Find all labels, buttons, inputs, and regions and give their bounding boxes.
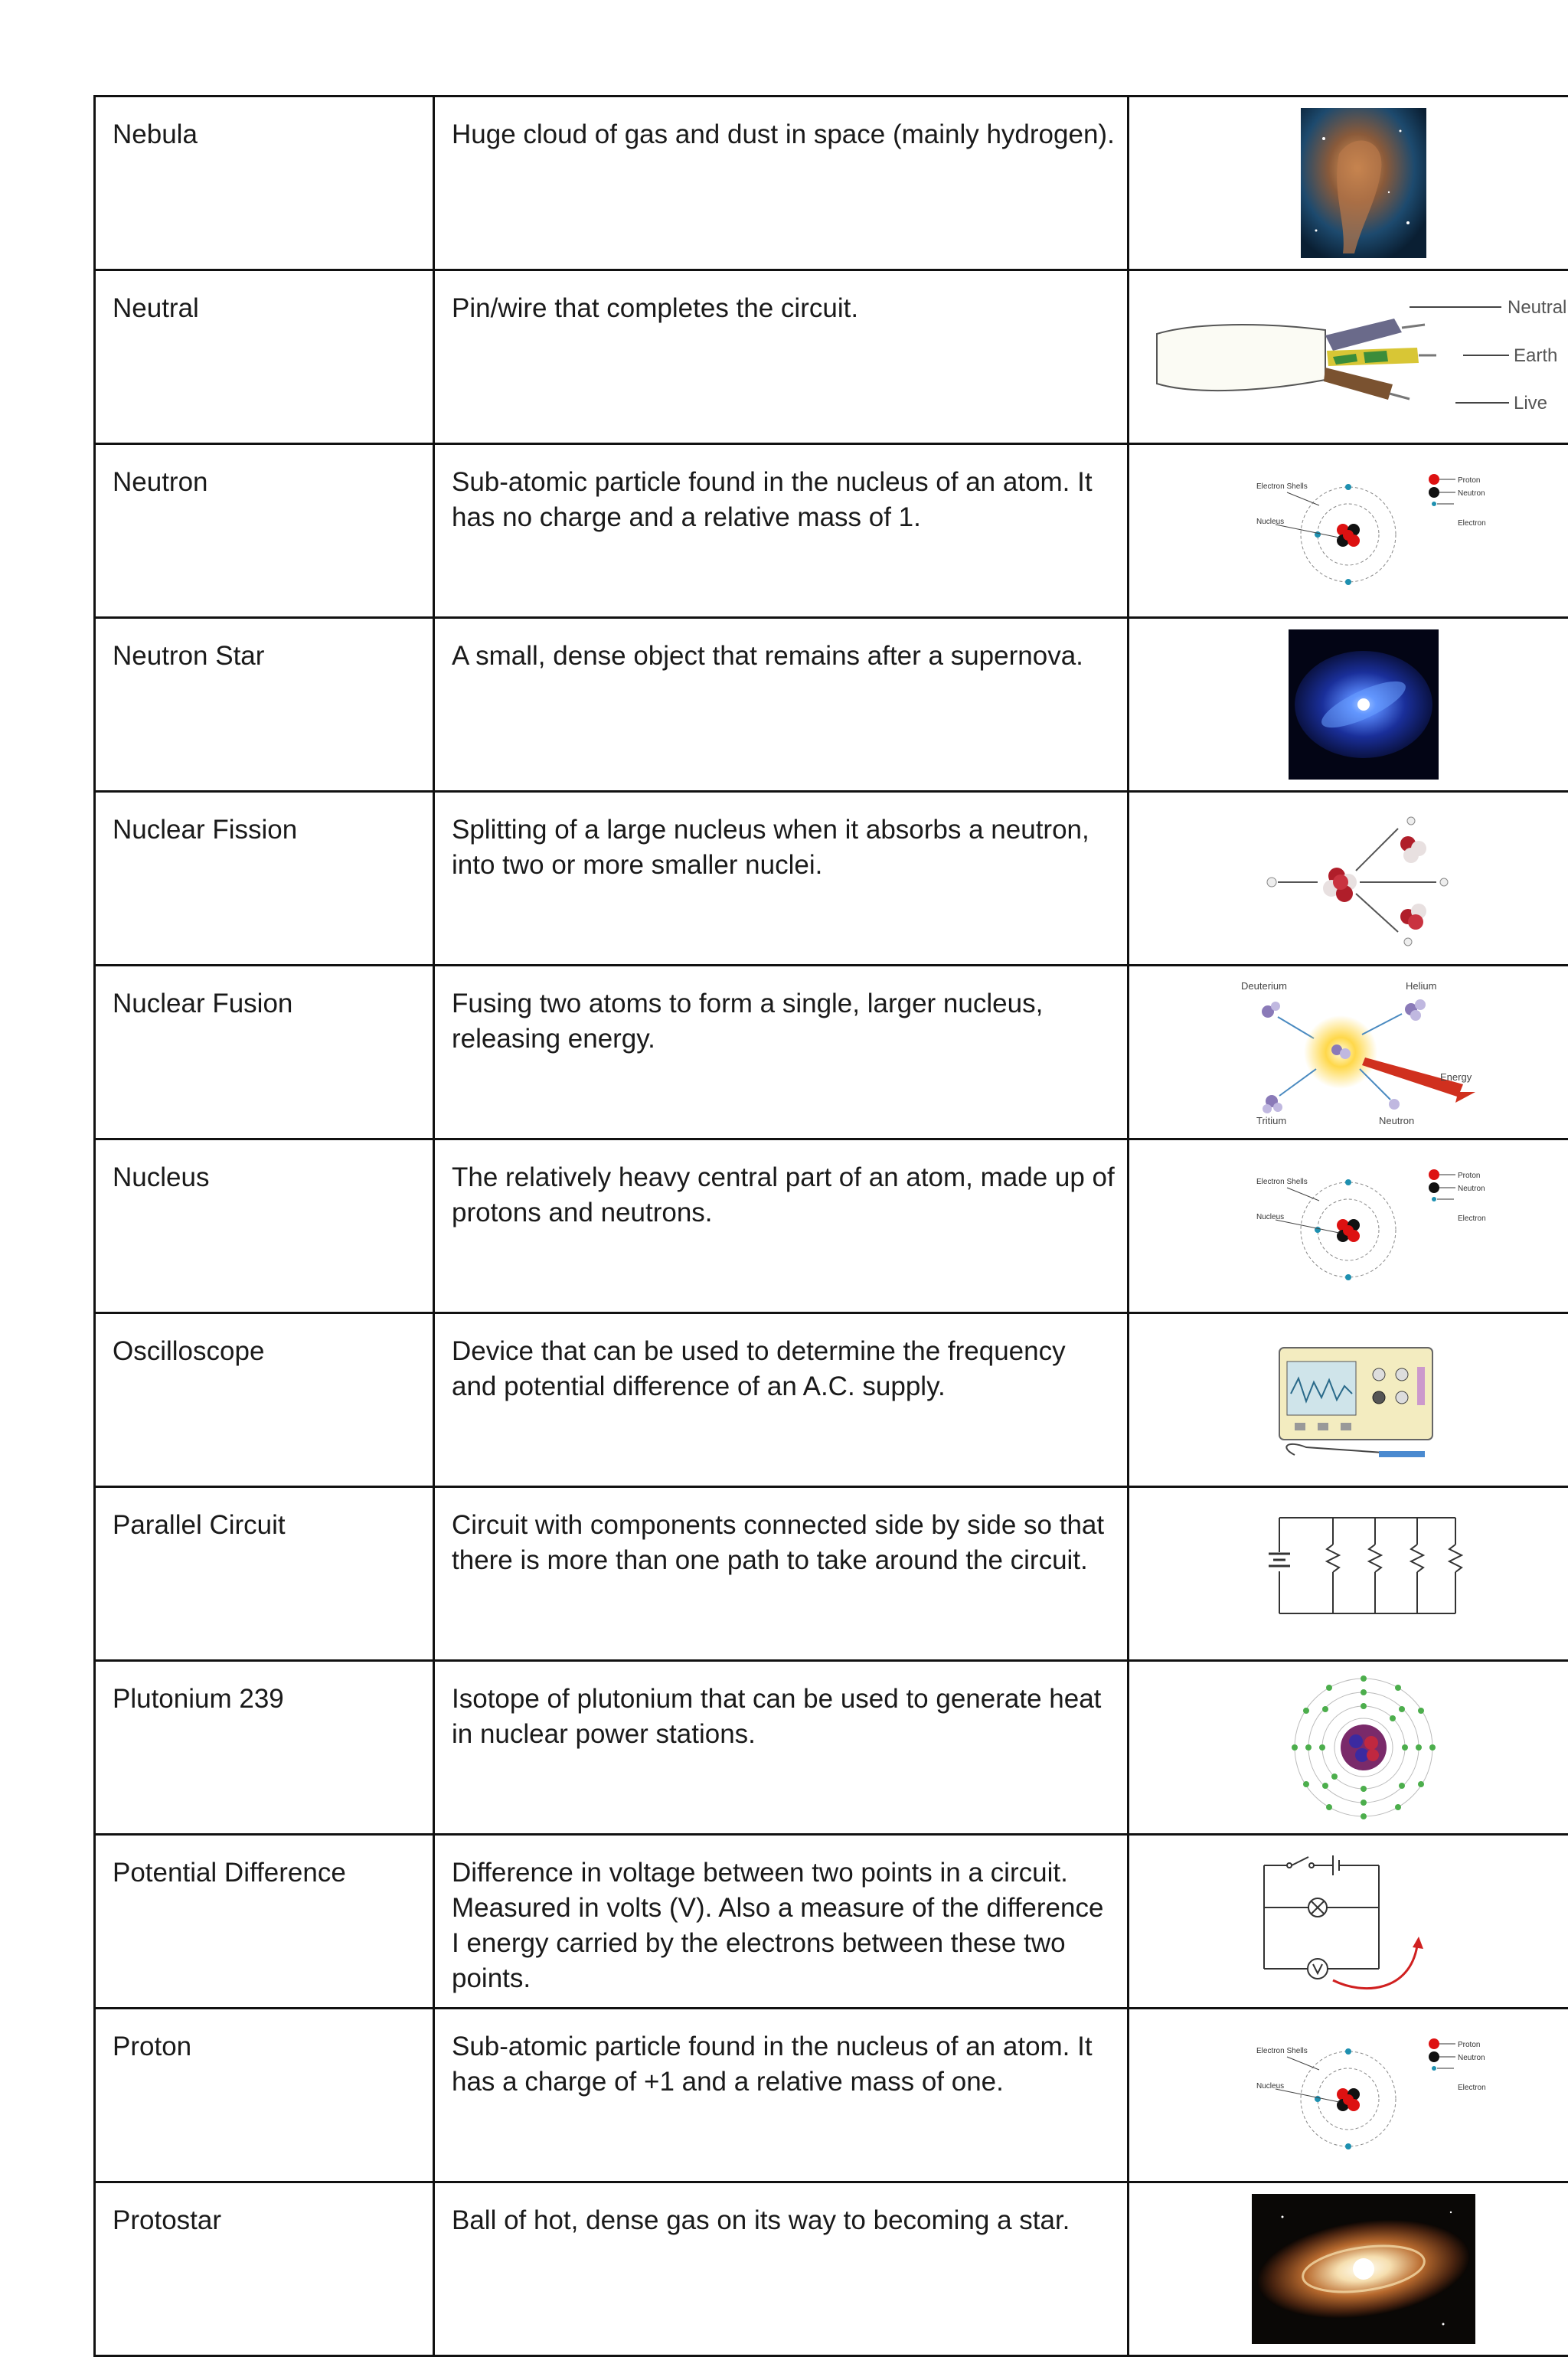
image-cell xyxy=(1129,1487,1568,1661)
plutonium-atom-icon xyxy=(1264,1672,1463,1823)
definition-cell: A small, dense object that remains after a supernova. xyxy=(434,618,1129,792)
definition-cell: Circuit with components connected side by side so that there is more than one path to take around the circuit. xyxy=(434,1487,1129,1661)
image-cell xyxy=(1129,966,1568,1139)
proton-label: Proton xyxy=(1458,2041,1480,2049)
shells-label: Electron Shells xyxy=(1256,482,1308,491)
image-cell xyxy=(1129,270,1568,444)
table-row xyxy=(95,1313,1568,1487)
term-cell: Nucleus xyxy=(95,1139,434,1313)
helium-label: Helium xyxy=(1406,980,1436,992)
definition-cell: Fusing two atoms to form a single, larger nucleus, releasing energy. xyxy=(434,966,1129,1139)
protostar-photo-icon xyxy=(1252,2194,1475,2344)
nucleus-label: Nucleus xyxy=(1256,518,1284,526)
image-cell xyxy=(1129,1661,1568,1835)
electron-label: Electron xyxy=(1458,519,1486,528)
term-cell: Neutron Star xyxy=(95,618,434,792)
table-row xyxy=(95,792,1568,966)
image-cell xyxy=(1129,792,1568,966)
fusion-neutron-label: Neutron xyxy=(1379,1115,1414,1126)
atom-diagram-icon xyxy=(1233,458,1494,603)
term-cell: Potential Difference xyxy=(95,1835,434,2009)
electron-label: Electron xyxy=(1458,2084,1486,2092)
definition-cell: Splitting of a large nucleus when it absorbs a neutron, into two or more smaller nuclei. xyxy=(434,792,1129,966)
term-cell: Neutron xyxy=(95,444,434,618)
nucleus-label: Nucleus xyxy=(1256,2082,1284,2091)
term-cell: Nuclear Fusion xyxy=(95,966,434,1139)
proton-label: Proton xyxy=(1458,476,1480,485)
earth-label: Earth xyxy=(1514,345,1557,366)
definition-cell: Ball of hot, dense gas on its way to becoming a star. xyxy=(434,2182,1129,2356)
neutron-label: Neutron xyxy=(1458,489,1485,498)
term-cell: Oscilloscope xyxy=(95,1313,434,1487)
image-cell xyxy=(1129,1139,1568,1313)
table-row xyxy=(95,96,1568,270)
nebula-photo-icon xyxy=(1301,108,1426,258)
proton-label: Proton xyxy=(1458,1172,1480,1180)
neutron-label: Neutron xyxy=(1458,2054,1485,2062)
energy-label: Energy xyxy=(1440,1071,1472,1083)
table-row xyxy=(95,1661,1568,1835)
image-cell xyxy=(1129,1313,1568,1487)
term-cell: Plutonium 239 xyxy=(95,1661,434,1835)
definition-cell: Isotope of plutonium that can be used to generate heat in nuclear power stations. xyxy=(434,1661,1129,1835)
term-cell: Protostar xyxy=(95,2182,434,2356)
table-row xyxy=(95,1139,1568,1313)
definition-cell: Device that can be used to determine the frequency and potential difference of an A.C. supply. xyxy=(434,1313,1129,1487)
table-row xyxy=(95,618,1568,792)
oscilloscope-icon xyxy=(1264,1325,1463,1475)
definition-cell: Pin/wire that completes the circuit. xyxy=(434,270,1129,444)
neutron-label: Neutron xyxy=(1458,1185,1485,1193)
neutral-label: Neutral xyxy=(1508,297,1566,318)
term-cell: Proton xyxy=(95,2009,434,2182)
term-cell: Neutral xyxy=(95,270,434,444)
nucleus-label: Nucleus xyxy=(1256,1213,1284,1221)
image-cell xyxy=(1129,618,1568,792)
tritium-label: Tritium xyxy=(1256,1115,1286,1126)
image-cell xyxy=(1129,444,1568,618)
image-cell xyxy=(1129,2182,1568,2356)
parallel-circuit-icon xyxy=(1249,1499,1478,1649)
table-row xyxy=(95,1835,1568,2009)
definition-cell: The relatively heavy central part of an atom, made up of protons and neutrons. xyxy=(434,1139,1129,1313)
table-row xyxy=(95,2182,1568,2356)
glossary-body xyxy=(95,96,1568,2356)
fission-diagram-icon xyxy=(1233,806,1494,951)
deuterium-label: Deuterium xyxy=(1241,980,1287,992)
voltmeter-circuit-icon xyxy=(1241,1846,1486,1996)
table-row xyxy=(95,444,1568,618)
definition-cell: Difference in voltage between two points in a circuit. Measured in volts (V). Also a measure of the difference I energy carried by the electrons between these two points. xyxy=(434,1835,1129,2009)
term-cell: Nuclear Fission xyxy=(95,792,434,966)
image-cell xyxy=(1129,96,1568,270)
electron-label: Electron xyxy=(1458,1214,1486,1223)
table-row xyxy=(95,966,1568,1139)
term-cell: Parallel Circuit xyxy=(95,1487,434,1661)
fusion-diagram-icon xyxy=(1233,977,1494,1127)
definition-cell: Sub-atomic particle found in the nucleus of an atom. It has no charge and a relative mass of 1. xyxy=(434,444,1129,618)
live-label: Live xyxy=(1514,393,1547,414)
definition-cell: Huge cloud of gas and dust in space (mainly hydrogen). xyxy=(434,96,1129,270)
atom-diagram-icon xyxy=(1233,1153,1494,1299)
glossary-table xyxy=(93,95,1568,2357)
table-row xyxy=(95,2009,1568,2182)
shells-label: Electron Shells xyxy=(1256,2047,1308,2055)
image-cell xyxy=(1129,1835,1568,2009)
neutron-star-photo-icon xyxy=(1289,629,1439,780)
definition-cell: Sub-atomic particle found in the nucleus of an atom. It has a charge of +1 and a relative mass of one. xyxy=(434,2009,1129,2182)
three-core-cable-icon xyxy=(1149,288,1568,426)
shells-label: Electron Shells xyxy=(1256,1178,1308,1186)
image-cell xyxy=(1129,2009,1568,2182)
table-row xyxy=(95,270,1568,444)
term-cell: Nebula xyxy=(95,96,434,270)
table-row xyxy=(95,1487,1568,1661)
atom-diagram-icon xyxy=(1233,2022,1494,2168)
